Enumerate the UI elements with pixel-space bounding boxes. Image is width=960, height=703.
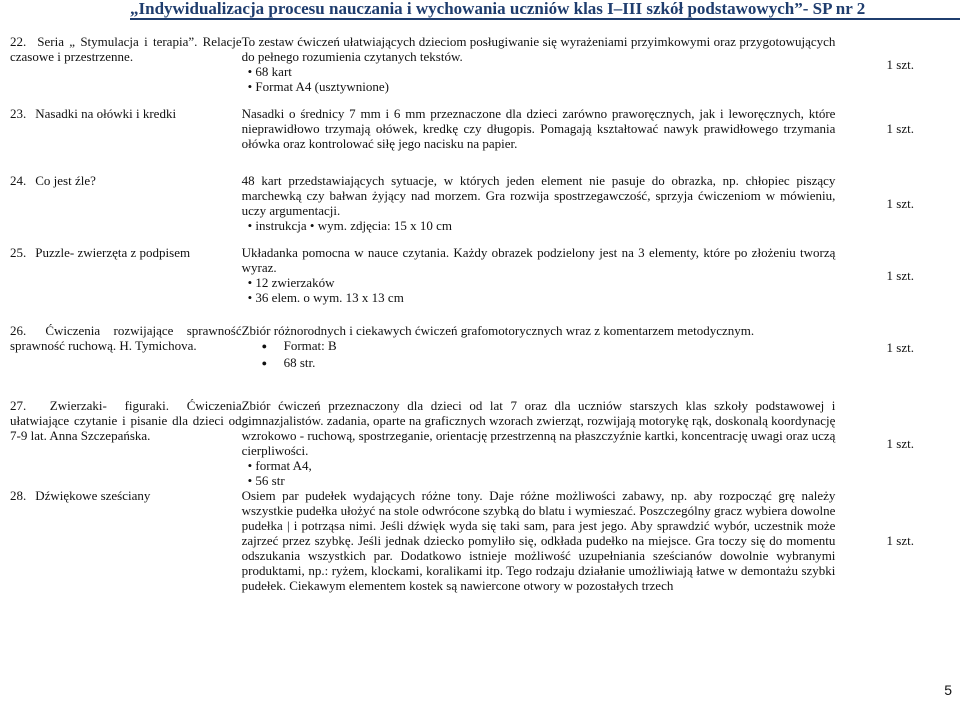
item-description-cell (242, 173, 836, 233)
item-description-cell (242, 245, 836, 305)
list-item: • Format A4 (usztywnione) (248, 79, 836, 94)
list-item: • 12 zwierzaków (248, 275, 836, 290)
item-description: Układanka pomocna w nauce czytania. Każdy obrazek podzielony jest na 3 elementy, które po złożeniu tworzą wyraz. (241, 245, 836, 275)
item-quantity: 1 szt. (886, 533, 914, 548)
item-name-cell (0, 245, 242, 305)
item-number: 23. (10, 106, 27, 121)
item-name: Zwierzaki- figuraki. Ćwiczenia ułatwiające czytanie i pisanie dla dzieci od 7-9 lat. Anna Szczepańska. (10, 398, 242, 443)
page-number: 5 (944, 682, 952, 698)
item-name-cell (0, 106, 242, 151)
table-row (0, 488, 920, 593)
list-item: • 68 kart (248, 64, 836, 79)
table-row (0, 34, 920, 94)
item-number: 22. (10, 34, 27, 49)
item-description-cell (242, 323, 836, 372)
table-row (0, 323, 920, 372)
equipment-table (0, 34, 920, 593)
table-row (0, 173, 920, 233)
list-item: • 36 elem. o wym. 13 x 13 cm (248, 290, 836, 305)
item-description-cell (242, 398, 836, 488)
list-item: ● 68 str. (262, 355, 836, 372)
item-number: 26. (10, 323, 27, 338)
item-name: Puzzle- zwierzęta z podpisem (35, 245, 191, 260)
item-description-cell (242, 34, 836, 94)
list-item: ● Format: B (262, 338, 836, 355)
item-quantity: 1 szt. (886, 435, 914, 451)
list-item: • format A4, (248, 458, 836, 473)
item-description: 48 kart przedstawiających sytuacje, w których jeden element nie pasuje do obrazka, np. chłopiec piszący marchewką czy bałwan żyjący nad morzem. Gra rozwija spostrzegawczość, sprzyja ćwiczeniom w mówieniu, uczy argumentacji. (241, 173, 836, 218)
item-name-cell (0, 488, 242, 593)
item-quantity: 1 szt. (886, 267, 914, 283)
item-description: Nasadki o średnicy 7 mm i 6 mm przeznaczone dla dzieci zarówno praworęcznych, jak i leworęcznych, które nieprawidłowo trzymają ołówek, kredkę czy długopis. Pomagają kształtować nawyk prawidłowego trzymania ołówka oraz kontrolować siłę jego nacisku na papier. (241, 106, 836, 151)
item-description: To zestaw ćwiczeń ułatwiających dzieciom posługiwanie się wyrażeniami przyimkowymi oraz przygotowujących do pełnego rozumienia czytanych tekstów. (241, 34, 836, 64)
item-name-cell (0, 398, 242, 488)
item-quantity: 1 szt. (886, 56, 914, 72)
item-number: 25. (10, 245, 27, 260)
item-name: Seria „ Stymulacja i terapia”. Relacje czasowe i przestrzenne. (10, 34, 242, 64)
item-quantity: 1 szt. (886, 340, 914, 355)
item-description-cell (242, 488, 836, 593)
item-name: Nasadki na ołówki i kredki (35, 106, 177, 121)
item-name: Co jest źle? (35, 173, 96, 188)
item-number: 24. (10, 173, 27, 188)
item-description: Zbiór ćwiczeń przeznaczony dla dzieci od lat 7 oraz dla uczniów starszych klas szkoły podstawowej i gimnazjalistów. zadania, oparte na graficznych wzorach zwierząt, rozwijają motorykę rąk, doskonalą koordynację wzrokowo - ruchową, spostrzeganie, orientację przestrzenną na płaszczyźnie kartki, koncentrację uwagi oraz uczą cierpliwości. (241, 398, 836, 458)
item-name: Ćwiczenia rozwijające sprawność sprawność ruchową. H. Tymichova. (10, 323, 242, 353)
list-item: • 56 str (248, 473, 836, 488)
item-name: Dźwiękowe sześciany (35, 488, 151, 503)
item-description: Osiem par pudełek wydających różne tony. Daje różne możliwości zabawy, np. aby rozpocząć grę należy wszystkie pudełka ułożyć na stole odwrócone szybką do blatu i wymieszać. Poszczególny gracz wybiera dowolne pudełka | i potrząsa nimi. Jeśli dźwięk wyda się taki sam, para jest jego. Aby sprawdzić wybór, uczestnik może zajrzeć przez szybkę. Jeśli jednak dziecko pomyliło się, odkłada pudełko na miejsce. Gra toczy się do momentu odszukania wszystkich par. Dodatkowo istnieje możliwość uzupełniania sześcianów dowolnie wybranymi produktami, np.: ryżem, klockami, koralikami itp. Tego rodzaju działanie umożliwiają łatwe w demontażu szybki pudełek. Ciekawym elementem kostek są nawiercone otwory w pozostałych trzech (241, 488, 836, 593)
item-description: Zbiór różnorodnych i ciekawych ćwiczeń grafomotorycznych wraz z komentarzem metodycznym. (241, 323, 755, 338)
item-quantity: 1 szt. (886, 121, 914, 136)
item-number: 28. (10, 488, 27, 503)
table-row (0, 106, 920, 151)
item-name-cell (0, 34, 242, 94)
document-header: „Indywidualizacja procesu nauczania i wychowania uczniów klas I–III szkół podstawowych”- SP nr 2 (130, 0, 960, 20)
item-name-cell (0, 323, 242, 372)
item-quantity: 1 szt. (886, 195, 914, 211)
item-number: 27. (10, 398, 27, 413)
item-name-cell (0, 173, 242, 233)
table-row (0, 398, 920, 488)
list-item: • instrukcja • wym. zdjęcia: 15 x 10 cm (248, 218, 836, 233)
item-description-cell (242, 106, 836, 151)
table-row (0, 245, 920, 305)
